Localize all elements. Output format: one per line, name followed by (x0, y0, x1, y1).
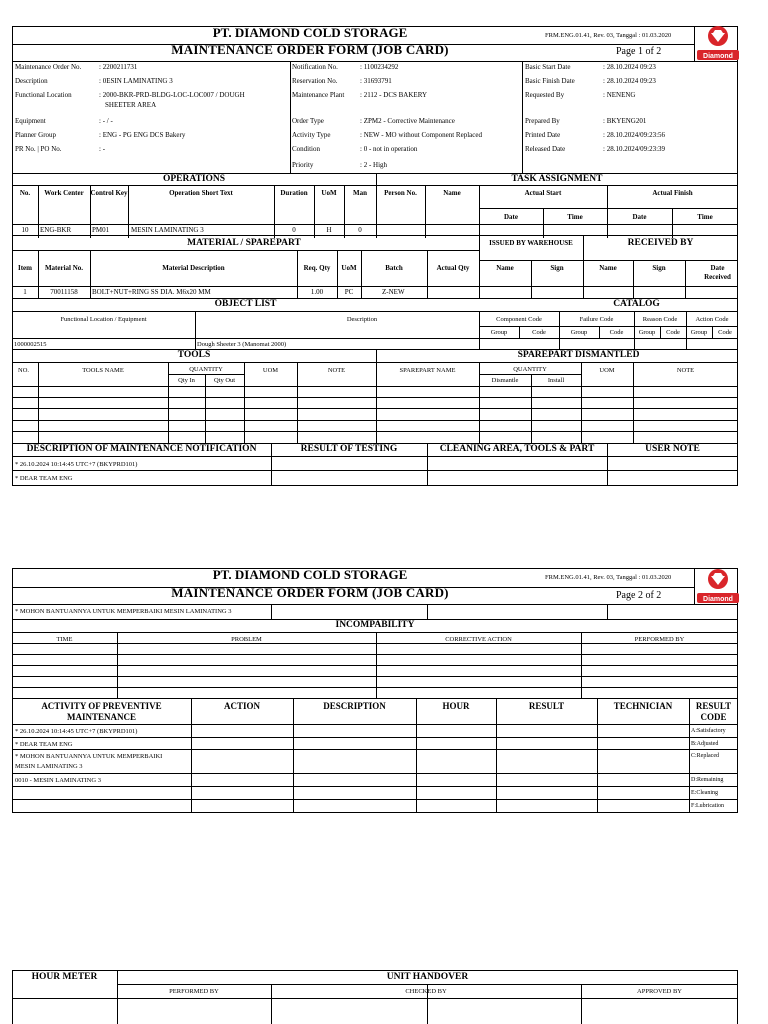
page1-obj-headers-reason-code: Reason Code (642, 316, 678, 323)
page1-obj-headers-component-code: Component Code (496, 316, 542, 323)
received-title: RECEIVED BY (627, 238, 694, 248)
page1-info-left-1-value: : 0ESIN LAMINATING 3 (99, 77, 173, 85)
page1-info-left-1-label: Description (15, 77, 48, 85)
page1-info-mid-3-label: Order Type (292, 117, 324, 125)
page1-tools-headers-qty-out: Qty Out (213, 377, 236, 384)
page1-op-headers-control-key: Control Key (90, 189, 128, 197)
mat-row-req-qty: 1.00 (310, 288, 324, 296)
page1-mat-headers-material-desc: Material Description (162, 264, 225, 272)
page2-prev-headers-technician: TECHNICIAN (613, 701, 673, 711)
page1-info-mid-0-label: Notification No. (292, 63, 338, 71)
page1-info-right-2-value: : NENENG (603, 91, 636, 99)
company-name: PT. DIAMOND COLD STORAGE (212, 25, 408, 40)
page2-incompat-headers-performed: PERFORMED BY (634, 636, 685, 643)
footer-checked-by: CHECKED BY (405, 988, 447, 995)
page1-info-right-0-label: Basic Start Date (525, 63, 571, 71)
mat-row-uom: PC (344, 288, 354, 296)
footer-performed-by: PERFORMED BY (169, 988, 219, 995)
page1-info-mid-0-value: : 1100234292 (360, 63, 399, 71)
task-assignment-title: TASK ASSIGNMENT (511, 174, 603, 184)
page1-op-headers-person-no: Person No. (384, 189, 417, 197)
obj-row-description: Dough Sheeter 3 (Manomat 2000) (197, 341, 287, 348)
mat-row-batch: Z-NEW (382, 288, 405, 296)
result-code-b: B:Adjusted (691, 741, 719, 747)
page1-tools-headers-install: Install (547, 377, 565, 384)
page1-tools-headers-uom2: UOM (599, 367, 615, 374)
page1-op-headers-uom: UoM (321, 189, 337, 197)
page1-info-right-5-value: : 28.10.2024/09:23:39 (603, 145, 666, 153)
page1-op-headers-short-text: Operation Short Text (169, 189, 233, 197)
page1-op-headers-no: No. (19, 189, 31, 197)
result-code-d: D:Remaining (691, 777, 724, 783)
page1-info-mid-4-label: Activity Type (292, 131, 331, 139)
page1-info-mid-1-value: : 31693791 (360, 77, 392, 85)
prev-line-1: * 26.10.2024 10:14:45 UTC+7 (BKYPRD101) (15, 728, 138, 735)
page1-obj-headers-group: Group (570, 329, 588, 336)
result-code-c: C:Replaced (691, 753, 719, 759)
page1-info-right-4-label: Printed Date (525, 131, 561, 139)
page1-info-right-5-label: Released Date (525, 145, 566, 153)
cleaning-title: CLEANING AREA, TOOLS & PART (439, 444, 595, 454)
desc-line-2: * DEAR TEAM ENG (15, 475, 73, 482)
page1-info-mid-5-label: Condition (292, 145, 321, 153)
object-list-title: OBJECT LIST (214, 299, 277, 309)
page1-mat-headers-name: Name (496, 264, 514, 272)
page1-obj-headers-code: Code (718, 329, 732, 336)
page1-info-right-2-label: Requested By (525, 91, 565, 99)
page1-mat-headers-batch: Batch (385, 264, 403, 272)
page1-info-mid-2-value: : 2112 - DCS BAKERY (360, 91, 428, 99)
page1-obj-headers-code: Code (609, 329, 624, 336)
op-row-control-key: PM01 (92, 226, 110, 234)
page2-incompat-headers-problem: PROBLEM (231, 636, 262, 643)
tools-title: TOOLS (177, 350, 211, 360)
page1-mat-headers-req-qty: Req. Qty (303, 264, 331, 272)
page1-obj-headers-code: Code (532, 329, 546, 336)
page1-mat-headers-material-no: Material No. (44, 264, 84, 272)
page1-tools-headers-uom: UOM (262, 367, 279, 374)
operations-title: OPERATIONS (162, 174, 226, 184)
page1-op-headers-time: Time (697, 213, 713, 221)
page1-obj-headers-group: Group (490, 329, 508, 336)
page-number-p2: Page 2 of 2 (616, 590, 662, 601)
company-name-p2: PT. DIAMOND COLD STORAGE (212, 567, 408, 582)
page1-info-right-1-value: : 28.10.2024 09:23 (603, 77, 656, 85)
page1-op-headers-man: Man (353, 189, 367, 197)
page1-info-right-1-label: Basic Finish Date (525, 77, 575, 85)
unit-handover-title: UNIT HANDOVER (386, 972, 469, 982)
mat-row-description: BOLT+NUT+RING SS DIA. M6x20 MM (92, 288, 211, 296)
page1-info-left-2-value: : 2000-BKR-PRD-BLDG-LOC-LOC007 / DOUGH (99, 91, 245, 99)
page1-info-left-6-label: PR No. | PO No. (15, 145, 62, 153)
page1-info-left-3-value: SHEETER AREA (105, 101, 157, 109)
page1-info-mid-4-value: : NEW - MO without Component Replaced (360, 131, 482, 139)
page2-prev-headers-result-code: RESULT CODE (695, 701, 732, 722)
issued-title: ISSUED BY WAREHOUSE (489, 239, 573, 247)
result-code-a: A:Satisfactory (691, 728, 726, 734)
page1-tools-headers-sparepart-name: SPAREPART NAME (399, 367, 456, 374)
page1-op-headers-actual-finish: Actual Finish (652, 189, 693, 197)
page1-obj-headers-description: Description (346, 316, 378, 323)
prev-line-5: 0010 - MESIN LAMINATING 3 (15, 777, 101, 784)
note-line: * MOHON BANTUANNYA UNTUK MEMPERBAIKI MESIN LAMINATING 3 (15, 608, 232, 615)
page1-mat-headers-sign2: Sign (652, 264, 666, 272)
page1-tools-headers-dismantle: Dismantle (491, 377, 519, 384)
hour-meter-title: HOUR METER (31, 972, 98, 982)
page1-tools-headers-note: NOTE (327, 367, 346, 374)
page1-info-mid-2-label: Maintenance Plant (292, 91, 345, 99)
page1-op-headers-date: Date (504, 213, 518, 221)
op-row-no: 10 (21, 226, 29, 234)
page1-mat-headers-name2: Name (599, 264, 617, 272)
form-title: MAINTENANCE ORDER FORM (JOB CARD) (171, 42, 449, 57)
page2-prev-headers-action: ACTION (223, 701, 260, 711)
page1-mat-headers-date-received: Date Received (704, 264, 731, 281)
mat-row-item: 1 (23, 288, 27, 296)
op-row-uom: H (326, 226, 332, 234)
page1-op-headers-work-center: Work Center (44, 189, 84, 197)
catalog-title: CATALOG (613, 299, 660, 309)
page1-info-mid-3-value: : ZPM2 - Corrective Maintenance (360, 117, 455, 125)
page1-info-right-0-value: : 28.10.2024 09:23 (603, 63, 656, 71)
prev-line-3: * MOHON BANTUANNYA UNTUK MEMPERBAIKI (15, 753, 163, 760)
page1-info-left-2-label: Functional Location (15, 91, 72, 99)
page2-prev-headers-description: DESCRIPTION (323, 701, 386, 711)
page1-obj-headers-group: Group (638, 329, 656, 336)
page1-tools-headers-qty-in: Qty In (178, 377, 195, 384)
result-code-f: F:Lubrication (691, 803, 724, 809)
page1-info-left-0-label: Maintenance Order No. (15, 63, 82, 71)
footer-approved-by: APPROVED BY (637, 988, 682, 995)
op-row-duration: 0 (292, 226, 296, 234)
desc-notification-title: DESCRIPTION OF MAINTENANCE NOTIFICATION (26, 444, 257, 454)
page1-info-mid-1-label: Reservation No. (292, 77, 338, 85)
page2-incompat-headers-time: TIME (56, 636, 73, 643)
page1-info-mid-6-label: Priority (292, 161, 314, 169)
obj-row-func-loc: 1000002515 (14, 341, 47, 348)
page1-obj-headers-group: Group (690, 329, 708, 336)
page1-info-left-6-value: : - (99, 145, 106, 153)
op-row-work-center: ENG-BKR (40, 226, 72, 234)
page1-info-left-4-label: Equipment (15, 117, 46, 125)
sparepart-dismantled-title: SPAREPART DISMANTLED (517, 350, 640, 360)
page1-tools-headers-no: NO. (18, 367, 30, 374)
result-code-e: E:Cleaning (691, 790, 718, 796)
page1-tools-headers-tools-name: TOOLS NAME (82, 367, 124, 374)
page1-tools-headers-quantity2: QUANTITY (513, 366, 547, 373)
page1-info-left-4-value: : - / - (99, 117, 113, 125)
page2-prev-headers-hour: HOUR (442, 701, 470, 711)
op-row-short-text: MESIN LAMINATING 3 (131, 226, 204, 234)
page1-mat-headers-uom: UoM (341, 264, 357, 272)
page1-info-right-3-value: : BKYENG201 (603, 117, 647, 125)
page1-tools-headers-quantity: QUANTITY (189, 366, 223, 373)
page1-info-left-5-label: Planner Group (15, 131, 57, 139)
form-title-p2: MAINTENANCE ORDER FORM (JOB CARD) (171, 585, 449, 600)
diamond-logo-p2 (696, 565, 740, 605)
page2-incompat-headers-corrective: CORRECTIVE ACTION (445, 636, 512, 643)
user-note-title: USER NOTE (645, 444, 700, 454)
mat-row-material-no: 70011158 (50, 288, 78, 296)
prev-activity-header: ACTIVITY OF PREVENTIVE MAINTENANCE (41, 701, 162, 722)
page1-obj-headers-failure-code: Failure Code (579, 316, 614, 323)
page1-mat-headers-item: Item (18, 264, 32, 272)
page1-mat-headers-actual-qty: Actual Qty (436, 264, 470, 272)
prev-line-4: MESIN LAMINATING 3 (15, 763, 83, 770)
logo-text-p2: Diamond (703, 596, 733, 603)
page2-prev-headers-result: RESULT (528, 701, 565, 711)
diamond-logo (696, 22, 740, 62)
page1-mat-headers-sign: Sign (550, 264, 564, 272)
page1-info-right-4-value: : 28.10.2024/09:23:56 (603, 131, 666, 139)
page1-op-headers-time: Time (567, 213, 583, 221)
page1-obj-headers-code: Code (666, 329, 680, 336)
revision-text-p2: FRM.ENG.01.41, Rev. 03, Tanggal : 01.03.2020 (545, 574, 672, 581)
material-title: MATERIAL / SPAREPART (187, 238, 301, 248)
page1-info-left-0-value: : 2200211731 (99, 63, 138, 71)
page1-info-mid-6-value: : 2 - High (360, 161, 388, 169)
incompatibility-title: INCOMPABILITY (335, 620, 415, 630)
desc-line-1: * 26.10.2024 10:14:45 UTC+7 (BKYPRD101) (15, 461, 138, 468)
page1-op-headers-date: Date (632, 213, 647, 221)
op-row-man: 0 (358, 226, 362, 234)
page1-op-headers-name: Name (443, 189, 461, 197)
page1-obj-headers-func-loc: Functional Location / Equipment (60, 316, 147, 323)
prev-line-2: * DEAR TEAM ENG (15, 741, 73, 748)
page1-obj-headers-action-code: Action Code (695, 316, 729, 323)
logo-text: Diamond (703, 53, 733, 60)
page1-tools-headers-note2: NOTE (676, 367, 695, 374)
page1-info-left-5-value: : ENG - PG ENG DCS Bakery (99, 131, 186, 139)
page1-op-headers-actual-start: Actual Start (524, 189, 562, 197)
revision-text: FRM.ENG.01.41, Rev. 03, Tanggal : 01.03.2020 (545, 32, 672, 39)
page-number: Page 1 of 2 (616, 46, 662, 57)
page1-op-headers-duration: Duration (280, 189, 308, 197)
page1-info-right-3-label: Prepared By (525, 117, 560, 125)
page1-info-mid-5-value: : 0 - not in operation (360, 145, 418, 153)
result-testing-title: RESULT OF TESTING (300, 444, 398, 454)
